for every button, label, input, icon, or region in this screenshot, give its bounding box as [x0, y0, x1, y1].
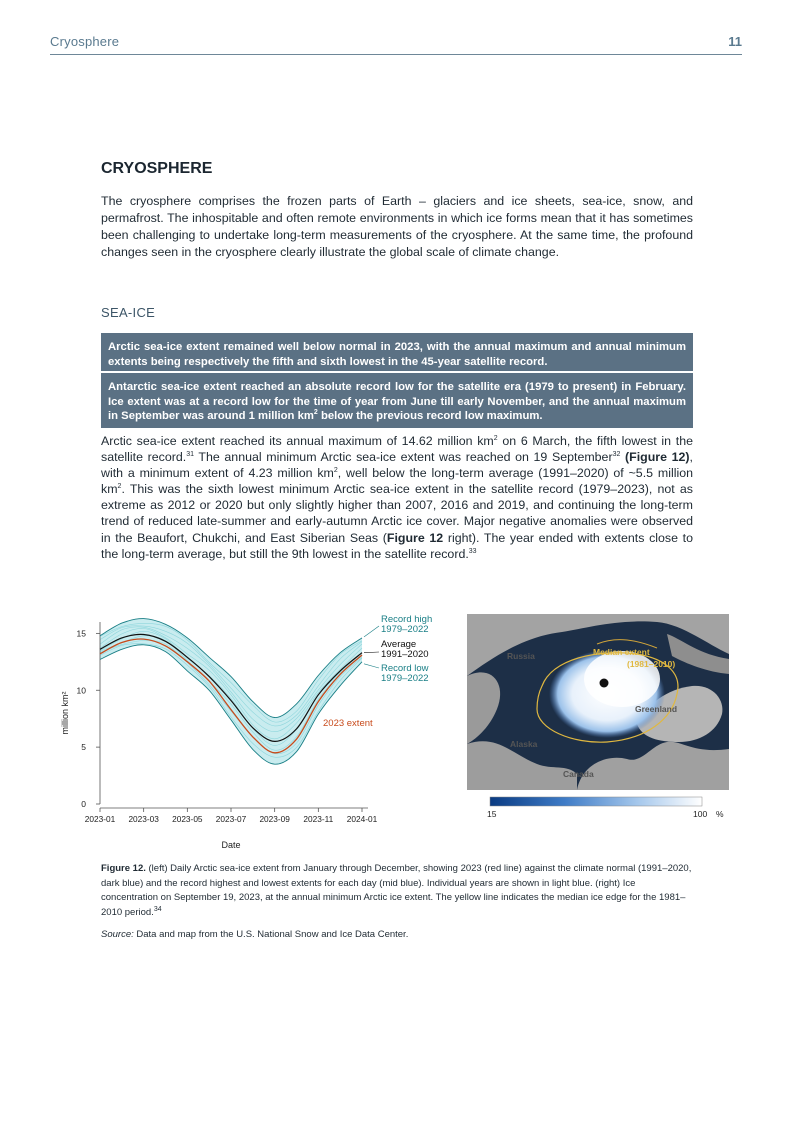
superscript: 2 — [493, 434, 498, 442]
body-text: . This was the sixth lowest minimum Arctic sea-ice extent in the satellite record (1979–2023), not as extreme as 2012 or 2020 but only slightly higher than 2007, 2016 and 2019, and continuing the long-term trend of reduced late-summer and early-autumn Arctic ice cover. Major negative anomalies were observed in the Beaufort, Chukchi, and East Siberian Seas ( — [101, 482, 693, 545]
label-median-extent: Median extent — [593, 647, 650, 657]
y-tick-label: 15 — [76, 628, 86, 639]
body-text: The annual minimum Arctic sea-ice extent was reached on 19 September — [194, 450, 613, 465]
footnote-ref[interactable]: 31 — [186, 450, 195, 458]
label-greenland: Greenland — [635, 704, 678, 714]
legend-record-low-period: 1979–2022 — [381, 673, 429, 684]
page-header — [50, 34, 742, 55]
colorbar-svg — [480, 795, 730, 825]
ice-concentration-colorbar — [480, 795, 730, 825]
source-text: Data and map from the U.S. National Snow and Ice Data Center. — [133, 929, 409, 940]
y-axis-label: million km² — [60, 691, 70, 735]
record-high-leader — [364, 626, 379, 637]
footnote-ref[interactable]: 33 — [468, 547, 477, 555]
colorbar-min-label: 15 — [487, 809, 497, 819]
key-message-antarctic — [101, 373, 693, 428]
page-number: 11 — [728, 34, 742, 49]
legend-record-low: Record low — [381, 663, 429, 674]
footnote-ref[interactable]: 32 — [612, 450, 621, 458]
figure-reference[interactable]: (Figure 12) — [620, 450, 690, 465]
colorbar-max-label: 100 — [693, 809, 708, 819]
legend-record-high: Record high — [381, 614, 433, 625]
legend-average-period: 1991–2020 — [381, 649, 429, 660]
subsection-title: SEA-ICE — [101, 305, 156, 320]
source-label: Source: — [101, 929, 134, 940]
running-header-title: Cryosphere — [50, 34, 120, 49]
chart-svg — [56, 608, 456, 858]
legend-average: Average — [381, 639, 417, 650]
body-text: , with a minimum extent of 4.23 million km — [101, 450, 693, 481]
x-tick-label: 2023-03 — [128, 814, 159, 824]
key-message-arctic-text: Arctic sea-ice extent remained well below normal in 2023, with the annual maximum and annual minimum extents being respectively the fifth and sixth lowest in the 45-year satellite record. — [108, 341, 686, 368]
x-tick-label: 2023-07 — [215, 814, 247, 824]
caption-text: (left) Daily Arctic sea-ice extent from January through December, showing 2023 (red line) against the climate normal (1991–2020, dark blue) and the record highest and lowest extents for each day (mid blue). Individual years are shown in light blue. (right) Ice concentration on September 19, 2023, at the annual minimum Arctic ice extent. The yellow line indicates the median ice edge for the 1981–2010 period. — [101, 863, 692, 918]
colorbar-unit-label: % — [716, 809, 724, 819]
figure-reference[interactable]: Figure 12 — [386, 530, 444, 545]
key-message-antarctic-text: Antarctic sea-ice extent reached an absolute record low for the satellite era (1979 to present) in February. Ice extent was at a record low for the time of year from June till early November, and the annual maximum in September was around 1 million km — [108, 381, 686, 422]
label-median-period: (1981–2010) — [627, 659, 676, 669]
body-text: right). The year ended with extents close to the long-term average, but still the 9th lowest in the satellite record. — [101, 530, 693, 561]
superscript: 2 — [313, 409, 318, 417]
body-paragraph — [101, 433, 693, 562]
x-axis-label: Date — [221, 840, 241, 850]
body-text: on 6 March, the fifth lowest in the satellite record. — [101, 434, 693, 465]
figure-caption — [101, 862, 693, 920]
x-tick-label: 2023-11 — [303, 814, 334, 824]
body-text: Arctic sea-ice extent reached its annual maximum of 14.62 million km — [101, 434, 494, 448]
average-leader — [364, 652, 379, 653]
arctic-ice-map — [467, 614, 729, 790]
x-tick-label: 2023-05 — [172, 814, 203, 824]
record-low-leader — [364, 664, 379, 668]
label-alaska: Alaska — [510, 739, 538, 749]
pole-hole — [600, 679, 609, 688]
y-tick-label: 0 — [81, 799, 86, 809]
superscript: 2 — [117, 483, 122, 491]
caption-label: Figure 12. — [101, 863, 146, 874]
footnote-ref[interactable]: 34 — [153, 905, 162, 913]
section-title: CRYOSPHERE — [101, 160, 213, 177]
x-tick-label: 2023-01 — [84, 814, 116, 824]
x-tick-label: 2024-01 — [346, 814, 378, 824]
label-canada: Canada — [563, 769, 594, 779]
label-russia: Russia — [507, 651, 535, 661]
intro-paragraph: The cryosphere comprises the frozen parts of Earth – glaciers and ice sheets, sea-ice, snow, and permafrost. The inhospitable and often remote environments in which ice forms mean that it has sometimes been challenging to undertake long-term measurements of the cryosphere. At the same time, the profound changes seen in the cryosphere clearly illustrate the global scale of climate change. — [101, 194, 693, 259]
legend-2023-extent: 2023 extent — [323, 718, 373, 729]
key-message-antarctic-text-end: below the previous record low maximum. — [317, 410, 543, 422]
colorbar-gradient — [490, 797, 702, 806]
source-line — [101, 929, 693, 940]
body-text: , well below the long-term average (1991–2020) of ~5.5 million km — [101, 466, 693, 497]
key-message-arctic — [101, 333, 693, 371]
y-tick-label: 5 — [81, 742, 86, 753]
y-tick-label: 10 — [76, 685, 86, 696]
individual-years-band — [100, 619, 362, 765]
superscript: 2 — [333, 467, 338, 475]
legend-record-high-period: 1979–2022 — [381, 624, 429, 635]
x-tick-label: 2023-09 — [259, 814, 290, 824]
sea-ice-extent-chart — [56, 608, 456, 858]
map-svg — [467, 614, 729, 790]
